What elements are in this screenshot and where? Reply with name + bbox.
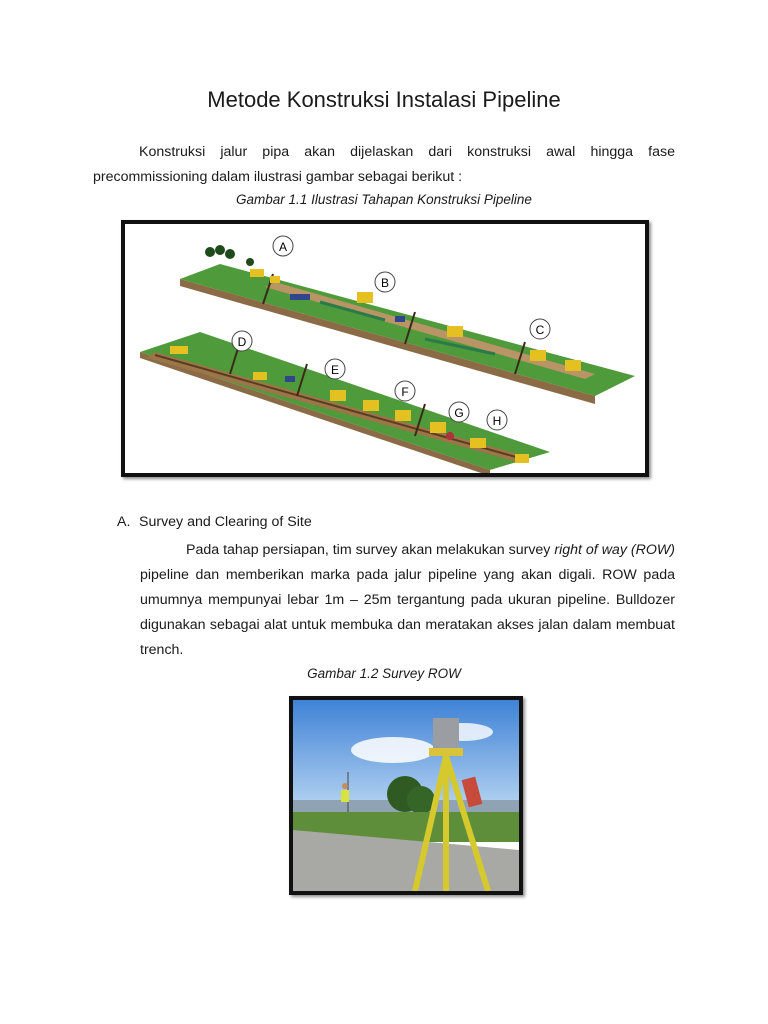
svg-text:E: E bbox=[330, 363, 340, 377]
intro-paragraph: Konstruksi jalur pipa akan dijelaskan dari konstruksi awal hingga fase precommissioning dalam ilustrasi gambar sebagai berikut : bbox=[93, 144, 675, 185]
bulldozer-icon bbox=[250, 269, 264, 277]
tree-icon bbox=[215, 245, 225, 255]
svg-text:A: A bbox=[278, 240, 288, 254]
tree-icon bbox=[225, 249, 235, 259]
figure2-caption: Gambar 1.2 Survey ROW bbox=[307, 666, 461, 681]
survey-photo-illustration bbox=[293, 700, 519, 891]
truck-icon bbox=[285, 376, 295, 382]
excavator-icon bbox=[447, 326, 463, 337]
pipelayer-icon bbox=[170, 346, 188, 354]
svg-text:C: C bbox=[535, 323, 545, 337]
bulldozer-icon bbox=[270, 276, 280, 283]
excavator-icon bbox=[395, 410, 411, 421]
excavator-icon bbox=[357, 292, 373, 303]
excavator-icon bbox=[430, 422, 446, 433]
section-a-paragraph: Pada tahap persiapan, tim survey akan melakukan survey right of way (ROW) pipeline dan memberikan marka pada jalur pipeline yang akan digali. ROW pada umumnya mempunyai lebar 1m – 25m tergantung pada ukuran pipeline. Bulldozer digunakan sebagai alat untuk membuka dan meratakan akses jalan dalam membuat trench. bbox=[140, 542, 675, 658]
section-a-marker: A. bbox=[117, 514, 131, 530]
excavator-icon bbox=[363, 400, 379, 411]
section-a-title: Survey and Clearing of Site bbox=[139, 514, 312, 530]
stage-label-d bbox=[232, 331, 252, 351]
surveyor-figure bbox=[341, 790, 349, 802]
pipeline-stages-illustration bbox=[125, 224, 645, 473]
truck-icon bbox=[395, 316, 405, 322]
tree-icon bbox=[205, 247, 215, 257]
excavator-icon bbox=[330, 390, 346, 401]
svg-text:H: H bbox=[492, 414, 502, 428]
figure2-survey-photo bbox=[289, 696, 523, 895]
stage-label-f bbox=[395, 381, 415, 401]
total-station-instrument bbox=[433, 718, 459, 748]
svg-text:D: D bbox=[237, 335, 247, 349]
cloud bbox=[351, 737, 435, 763]
stage-label-c bbox=[530, 319, 550, 339]
svg-text:G: G bbox=[454, 406, 464, 420]
excavator-icon bbox=[565, 360, 581, 371]
stage-label-h bbox=[487, 410, 507, 430]
page-title: Metode Konstruksi Instalasi Pipeline bbox=[207, 87, 561, 112]
figure1-caption: Gambar 1.1 Ilustrasi Tahapan Konstruksi Pipeline bbox=[236, 192, 532, 207]
figure1-pipeline-illustration bbox=[121, 220, 649, 477]
stage-label-g bbox=[449, 402, 469, 422]
stage-label-e bbox=[325, 359, 345, 379]
excavator-icon bbox=[530, 350, 546, 361]
row-term: right of way (ROW) bbox=[554, 542, 675, 558]
svg-text:F: F bbox=[401, 385, 409, 399]
svg-text:B: B bbox=[380, 276, 390, 290]
bulldozer-icon bbox=[515, 454, 529, 463]
stage-label-b bbox=[375, 272, 395, 292]
pipelayer-icon bbox=[253, 372, 267, 380]
truck-icon bbox=[290, 294, 310, 300]
excavator-icon bbox=[470, 438, 486, 448]
tree-icon bbox=[246, 258, 254, 266]
stage-label-a bbox=[273, 236, 293, 256]
section-a-heading bbox=[117, 514, 312, 530]
